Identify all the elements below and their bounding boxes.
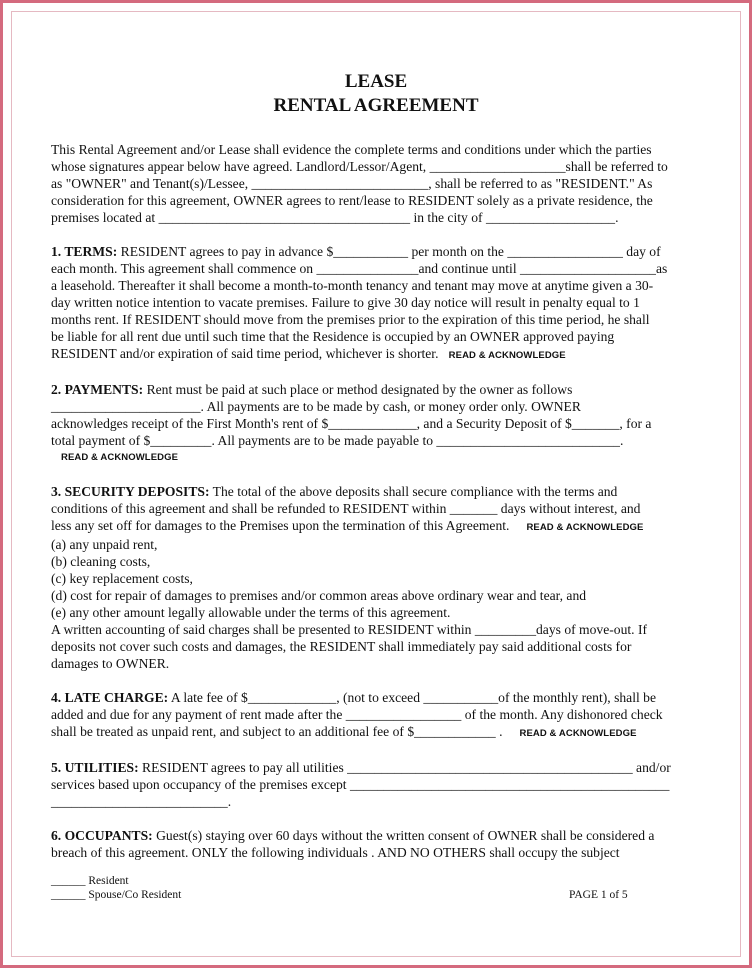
payments-line: acknowledges receipt of the First Month's rent of $_____________, and a Security Deposit of $_______, for a — [51, 416, 652, 431]
occupants-line: Guest(s) staying over 60 days without the written consent of OWNER shall be considered a — [156, 828, 655, 843]
payments-heading: 2. PAYMENTS: — [51, 382, 144, 397]
deposits-line: conditions of this agreement and shall be refunded to RESIDENT within _______ days without interest, and — [51, 501, 641, 516]
resident-initials: ______ Resident — [51, 875, 129, 887]
terms-line: RESIDENT agrees to pay in advance $___________ per month on the _________________ day of — [120, 244, 661, 259]
payments-line: Rent must be paid at such place or method designated by the owner as follows — [146, 382, 573, 397]
page-number: PAGE 1 of 5 — [569, 889, 628, 901]
deposits-line: A written accounting of said charges shall be presented to RESIDENT within _________days of move-out. If — [51, 622, 647, 637]
terms-line: RESIDENT and/or expiration of said time period, whichever is shorter. — [51, 346, 439, 361]
spouse-initials: ______ Spouse/Co Resident — [51, 889, 182, 901]
deposits-line: deposits not cover such costs and damages, the RESIDENT shall immediately pay said additional costs for — [51, 639, 632, 654]
section-utilities — [51, 759, 701, 810]
intro-line: This Rental Agreement and/or Lease shall evidence the complete terms and conditions under which the parties — [51, 142, 652, 157]
title-lease: LEASE — [344, 71, 408, 92]
terms-line: be liable for all rent due until such time that the Residence is occupied by an OWNER approved paying — [51, 329, 615, 344]
deposits-line: The total of the above deposits shall secure compliance with the terms and — [212, 484, 618, 499]
intro-line: as "OWNER" and Tenant(s)/Lessee, __________________________, shall be referred to as "RESIDENT." As — [51, 176, 653, 191]
late-charge-line: A late fee of $_____________, (not to exceed ___________of the monthly rent), shall be — [170, 690, 656, 705]
intro-paragraph — [51, 141, 701, 226]
late-charge-heading: 4. LATE CHARGE: — [51, 690, 169, 705]
utilities-line: services based upon occupancy of the premises except _______________________________________________ — [51, 777, 670, 792]
payments-line: ______________________. All payments are to be made by cash, or money order only. OWNER — [51, 399, 581, 414]
section-payments — [51, 381, 701, 466]
terms-line: months rent. If RESIDENT should move from the premises prior to the expiration of this time period, he shall — [51, 312, 650, 327]
payments-line: total payment of $_________. All payments are to be made payable to ___________________________. — [51, 433, 624, 448]
intro-line: whose signatures appear below have agreed. Landlord/Lessor/Agent, ____________________shall be referred to — [51, 159, 668, 174]
document-body — [51, 70, 701, 861]
deposit-item-c: (c) key replacement costs, — [51, 571, 193, 586]
intro-line: premises located at _____________________________________ in the city of ___________________. — [51, 210, 619, 225]
terms-line: day written notice intention to vacate premises. Failure to give 30 day notice will result in penalty equal to 1 — [51, 295, 640, 310]
title-rental-agreement: RENTAL AGREEMENT — [273, 95, 479, 116]
utilities-heading: 5. UTILITIES: — [51, 760, 139, 775]
intro-line: consideration for this agreement, OWNER agrees to rent/lease to RESIDENT solely as a private residence, the — [51, 193, 653, 208]
terms-line: a leasehold. Thereafter it shall become a month-to-month tenancy and tenant may move at anytime given a 30- — [51, 278, 654, 293]
terms-acknowledge: READ & ACKNOWLEDGE — [448, 350, 566, 361]
section-occupants — [51, 827, 701, 861]
utilities-line: RESIDENT agrees to pay all utilities __________________________________________ and/or — [142, 760, 671, 775]
utilities-line: __________________________. — [51, 794, 232, 809]
occupants-line: breach of this agreement. ONLY the following individuals . AND NO OTHERS shall occupy the subject — [51, 845, 620, 860]
page-footer — [51, 874, 701, 902]
terms-heading: 1. TERMS: — [51, 244, 118, 259]
deposits-line: less any set off for damages to the Premises upon the termination of this Agreement. — [51, 518, 510, 533]
late-charge-line: added and due for any payment of rent made after the _________________ of the month. Any dishonored check — [51, 707, 663, 722]
section-terms — [51, 243, 701, 364]
late-charge-acknowledge: READ & ACKNOWLEDGE — [519, 728, 637, 739]
payments-acknowledge: READ & ACKNOWLEDGE — [61, 452, 179, 463]
occupants-heading: 6. OCCUPANTS: — [51, 828, 153, 843]
deposits-acknowledge: READ & ACKNOWLEDGE — [526, 522, 644, 533]
late-charge-line: shall be treated as unpaid rent, and subject to an additional fee of $____________ . — [51, 724, 503, 739]
section-late-charge — [51, 689, 701, 742]
deposits-heading: 3. SECURITY DEPOSITS: — [51, 484, 210, 499]
deposit-item-d: (d) cost for repair of damages to premises and/or common areas above ordinary wear and tear, and — [51, 588, 587, 603]
section-security-deposits — [51, 483, 701, 672]
deposit-item-a: (a) any unpaid rent, — [51, 537, 158, 552]
deposit-item-b: (b) cleaning costs, — [51, 554, 151, 569]
deposits-line: damages to OWNER. — [51, 656, 170, 671]
terms-line: each month. This agreement shall commence on _______________and continue until ____________________as — [51, 261, 668, 276]
deposit-item-e: (e) any other amount legally allowable under the terms of this agreement. — [51, 605, 451, 620]
